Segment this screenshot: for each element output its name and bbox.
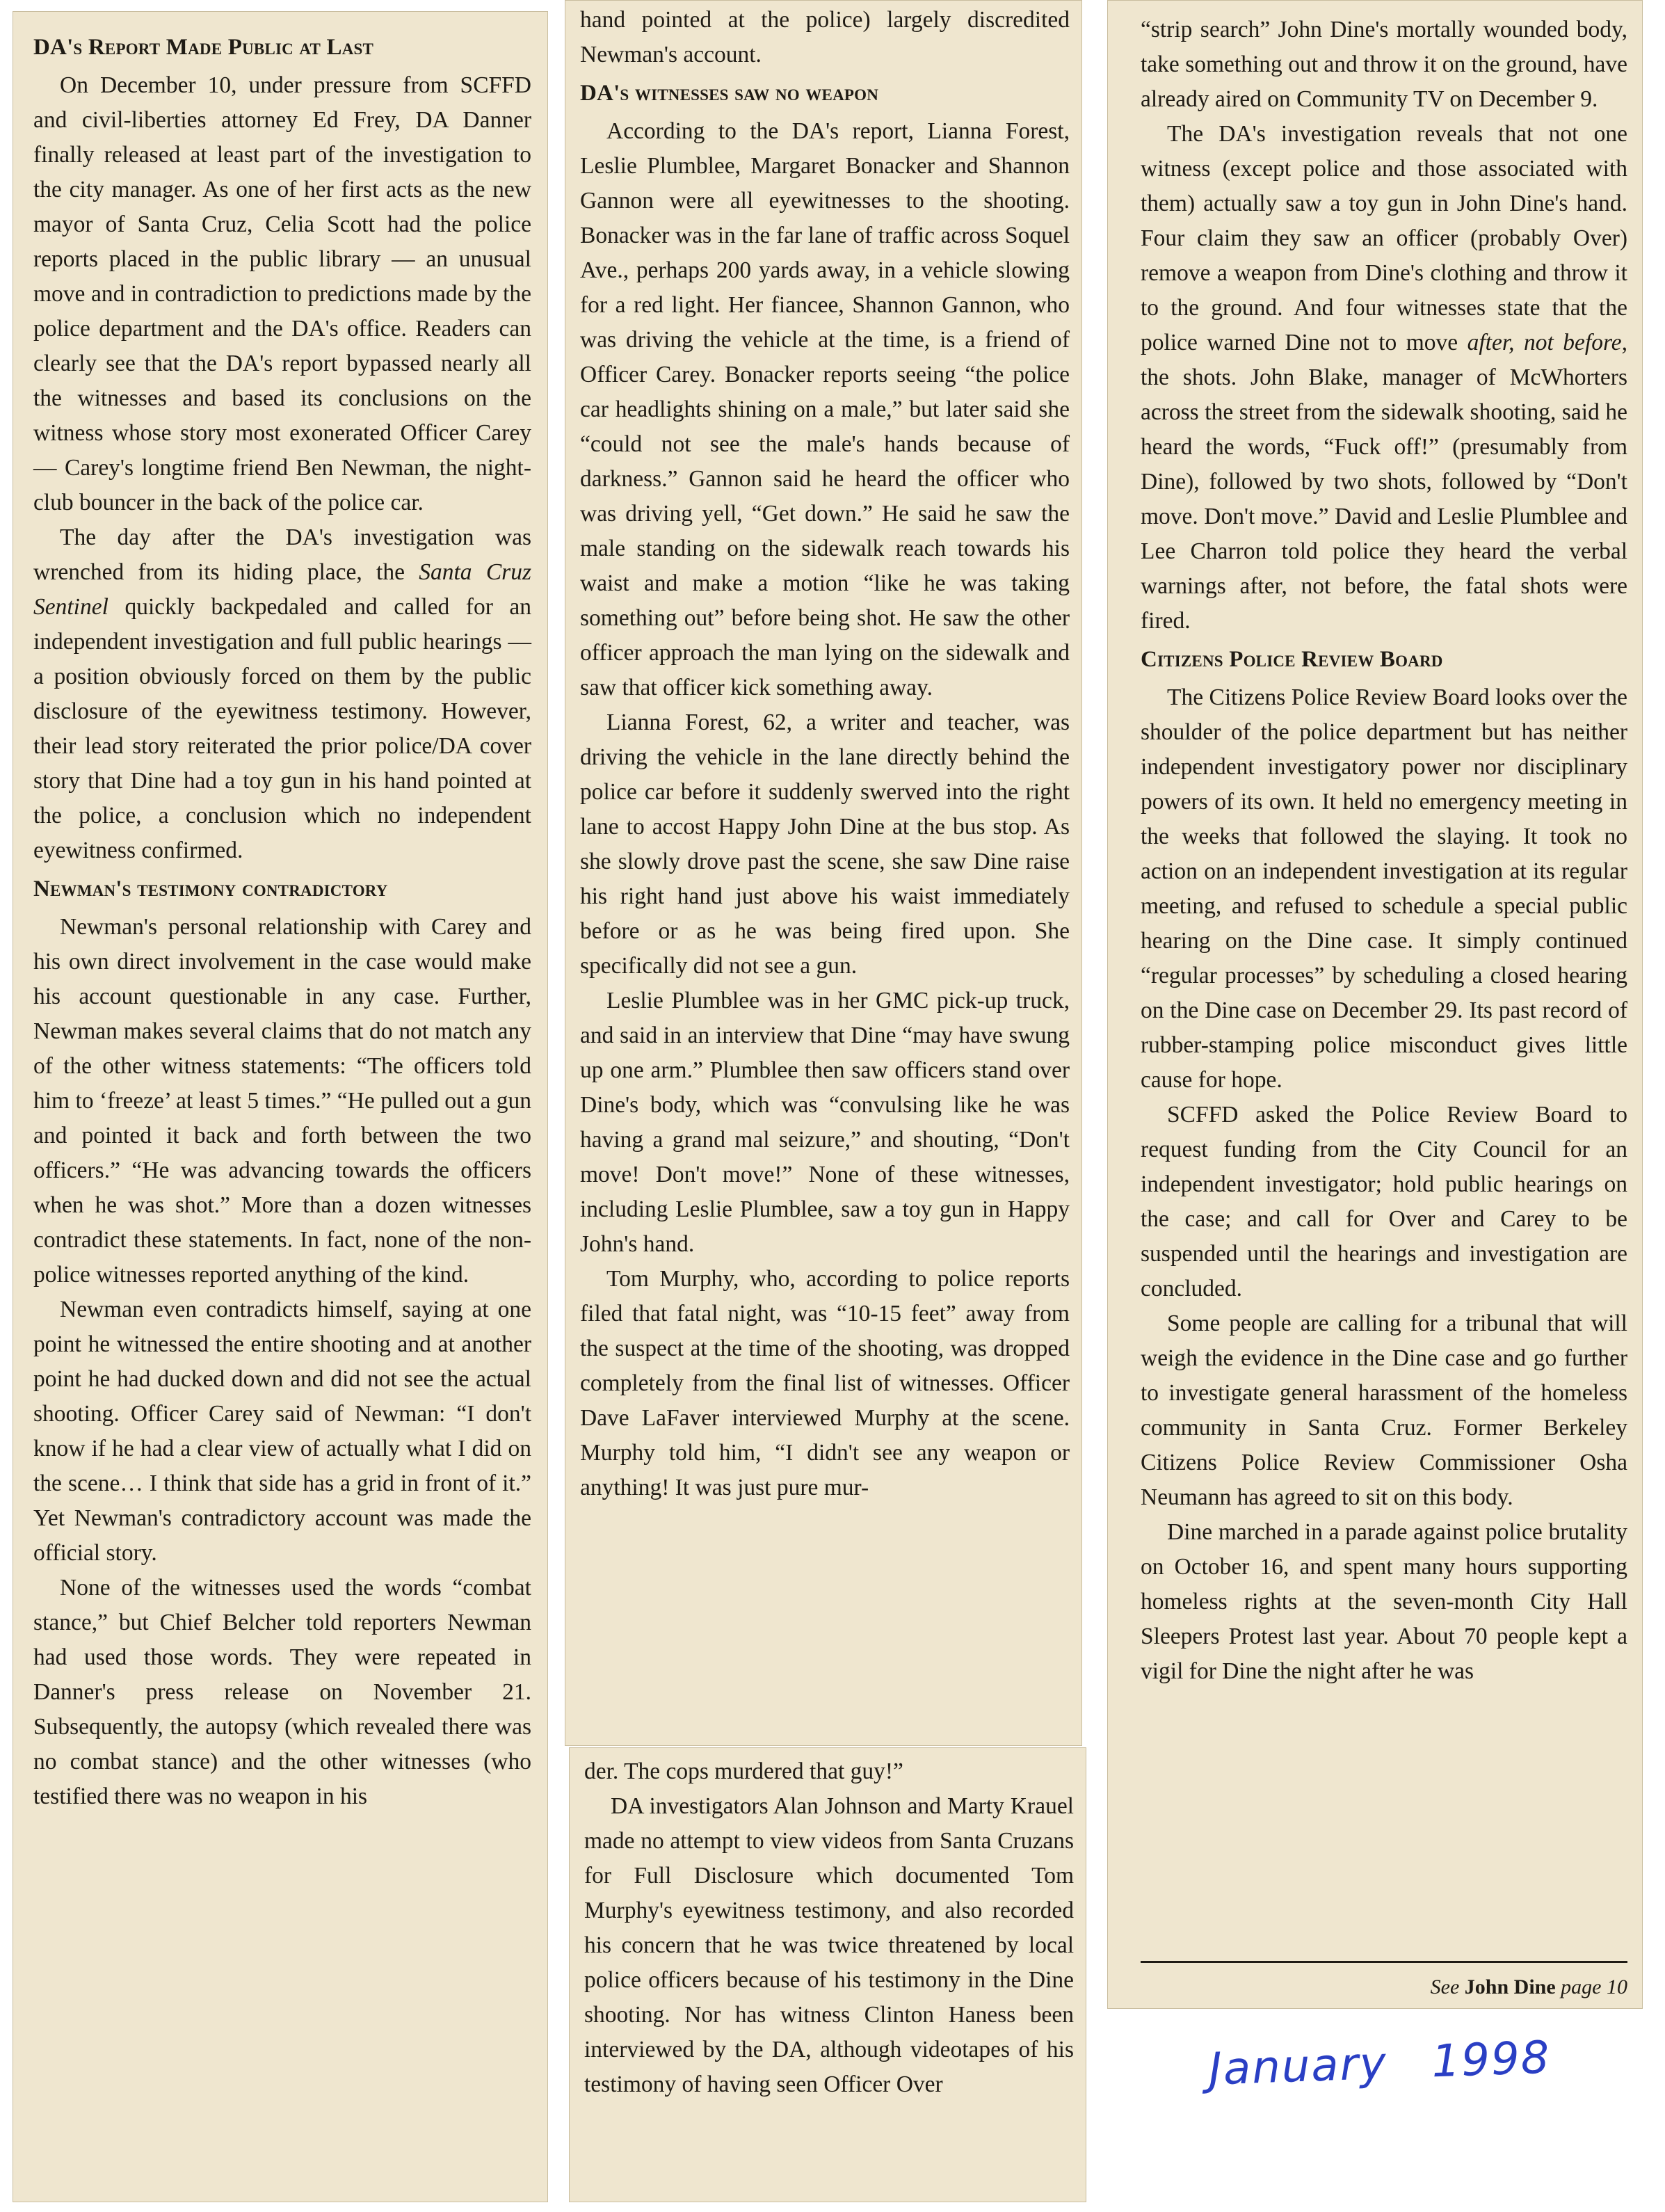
subhead-das-report: DA's Report Made Public at Last [33, 35, 374, 60]
paragraph: Leslie Plumblee was in her GMC pick-up truck, and said in an interview that Dine “may have swung up one arm.” Plumblee then saw officers stand over Dine's body, which was “convulsing like he was having a grand mal seizure,” and shouting, “Don't move! Don't move!” None of these witnesses, including Leslie Plumblee, saw a toy gun in Happy John's hand. [580, 988, 1070, 1257]
paragraph: None of the witnesses used the words “combat stance,” but Chief Belcher told reporters Newman had used those words. They were repeated in Danner's press release on November 21. Subsequently, the autopsy (which revealed there was no combat stance) and the other witnesses (who testified there was no weapon in his [33, 1575, 531, 1809]
newspaper-name: Santa Cruz Sentinel [33, 559, 531, 620]
continuation-note [1141, 1961, 1627, 1999]
paragraph: Dine marched in a parade against police brutality on October 16, and spent many hours supporting homeless rights at the seven-month City Hall Sleepers Protest last year. About 70 people kept a vigil for Dine the night after he was [1141, 1519, 1627, 1684]
subhead-newman-testimony: Newman's testimony contradictory [33, 876, 388, 901]
subhead-review-board: Citizens Police Review Board [1141, 647, 1443, 672]
subhead-witnesses-no-weapon: DA's witnesses saw no weapon [580, 81, 879, 106]
paragraph: hand pointed at the police) largely discredited Newman's account. [580, 7, 1070, 67]
column-2-clipping-bottom [569, 1747, 1086, 2202]
paragraph: Some people are calling for a tribunal that will weigh the evidence in the Dine case and go further to investigate general harassment of the homeless community in Santa Cruz. Former Berkeley Citizens Police Review Commissioner Osha Neumann has agreed to sit on this body. [1141, 1311, 1627, 1510]
paragraph: SCFFD asked the Police Review Board to request funding from the City Council for an independent investigator; hold public hearings on the case; and call for Over and Carey to be suspended until the hearings and investigation are concluded. [1141, 1102, 1627, 1301]
paragraph: “strip search” John Dine's mortally wounded body, take something out and throw it on the ground, have already aired on Community TV on December 9. [1141, 17, 1627, 112]
paragraph: On December 10, under pressure from SCFFD and civil-liberties attorney Ed Frey, DA Danner finally released at least part of the investigation to the city manager. As one of her first acts as the new mayor of Santa Cruz, Celia Scott had the police reports placed in the public library — an unusual move and in contradiction to predictions made by the police department and the DA's office. Readers can clearly see that the DA's report bypassed nearly all the witnesses and based its conclusions on the witness whose story most exonerated Officer Carey — Carey's longtime friend Ben Newman, the night-club bouncer in the back of the police car. [33, 72, 531, 515]
text-run: John Dine [1464, 1975, 1556, 1998]
column-2-clipping-top [565, 0, 1082, 1746]
paragraph [1141, 117, 1627, 639]
handwritten-year: 1998 [1431, 2032, 1552, 2088]
text-run: the shots. John Blake, manager of McWhorters across the street from the sidewalk shooting, said he heard the words, “Fuck off!” (presumably from Dine), followed by two shots, followed by “Don't move. Don't move.” David and Leslie Plumblee and Lee Charron told police they heard the verbal warnings after, not before, the fatal shots were fired. [1141, 364, 1627, 634]
column-1-clipping [13, 11, 548, 2202]
paragraph [33, 520, 531, 868]
paragraph: Lianna Forest, 62, a writer and teacher, was driving the vehicle in the lane directly behind the police car before it suddenly swerved into the right lane to accost Happy John Dine at the bus stop. As she slowly drove past the scene, she saw Dine raise his right hand just above his waist immediately before or as he was being fired upon. She specifically did not see a gun. [580, 710, 1070, 979]
paragraph: der. The cops murdered that guy!” [584, 1758, 903, 1784]
paragraph: According to the DA's report, Lianna Forest, Leslie Plumblee, Margaret Bonacker and Shannon Gannon were all eyewitnesses to the shooting. Bonacker was in the far lane of traffic across Soquel Ave., perhaps 200 yards away, in a vehicle slowing for a red light. Her fiancee, Shannon Gannon, who was driving the vehicle at the time, is a friend of Officer Carey. Bonacker reports seeing “the police car headlights shining on a male,” but later said she “could not see the male's hands because of darkness.” Gannon said he heard the officer who was driving yell, “Get down.” He said he saw the male standing on the sidewalk reach towards his waist and make a motion “like he was taking something out” before being shot. He saw the other officer approach the man lying on the sidewalk and saw that officer kick something away. [580, 118, 1070, 700]
text-run: See [1430, 1975, 1465, 1998]
paragraph: DA investigators Alan Johnson and Marty Krauel made no attempt to view videos from Santa Cruzans for Full Disclosure which documented Tom Murphy's eyewitness testimony, and also recorded his concern that he was twice threatened by local police officers because of his testimony in the Dine shooting. Nor has witness Clinton Haness been interviewed by the DA, although videotapes of his testimony of having seen Officer Over [584, 1793, 1074, 2097]
handwritten-date [1208, 2032, 1552, 2095]
emphasis: after, not before, [1467, 330, 1627, 355]
column-3-clipping [1107, 0, 1643, 2009]
paragraph: Newman's personal relationship with Carey and his own direct involvement in the case would make his account questionable in any case. Further, Newman makes several claims that do not match any of the other witness statements: “The officers told him to ‘freeze’ at least 5 times.” “He pulled out a gun and pointed it back and forth between the two officers.” “He was advancing towards the officers when he was shot.” More than a dozen witnesses contradict these statements. In fact, none of the non-police witnesses reported anything of the kind. [33, 914, 531, 1288]
paragraph: The Citizens Police Review Board looks over the shoulder of the police department but has neither independent investigatory power nor disciplinary powers of its own. It held no emergency meeting in the weeks that followed the slaying. It took no action on an independent investigation at its regular meeting, and refused to schedule a special public hearing on the Dine case. It simply continued “regular processes” by scheduling a closed hearing on the Dine case on December 29. Its past record of rubber-stamping police misconduct gives little cause for hope. [1141, 684, 1627, 1093]
paragraph: Tom Murphy, who, according to police reports filed that fatal night, was “10-15 feet” away from the suspect at the time of the shooting, was dropped completely from the final list of witnesses. Officer Dave LaFaver interviewed Murphy at the scene. Murphy told him, “I didn't see any weapon or anything! It was just pure mur- [580, 1266, 1070, 1500]
text-run: quickly backpedaled and called for an independent investigation and full public hearings — a position obviously forced on them by the public disclosure of the eyewitness testimony. However, their lead story reiterated the prior police/DA cover story that Dine had a toy gun in his hand pointed at the police, a conclusion which no independent eyewitness confirmed. [33, 594, 531, 863]
paragraph: Newman even contradicts himself, saying at one point he witnessed the entire shooting and at another point he had ducked down and did not see the actual shooting. Officer Carey said of Newman: “I don't know if he had a clear view of actually what I did on the scene… I think that side has a grid in front of it.” Yet Newman's contradictory account was made the official story. [33, 1297, 531, 1566]
handwritten-month: January [1207, 2037, 1388, 2096]
text-run: The day after the DA's investigation was wrenched from its hiding place, the [33, 524, 531, 585]
text-run: The DA's investigation reveals that not one witness (except police and those associated with them) actually saw a toy gun in John Dine's hand. Four claim they saw an officer (probably Over) remove a weapon from Dine's clothing and throw it to the ground. And four witnesses state that the police warned Dine not to move [1141, 121, 1627, 355]
text-run: page 10 [1555, 1975, 1627, 1998]
